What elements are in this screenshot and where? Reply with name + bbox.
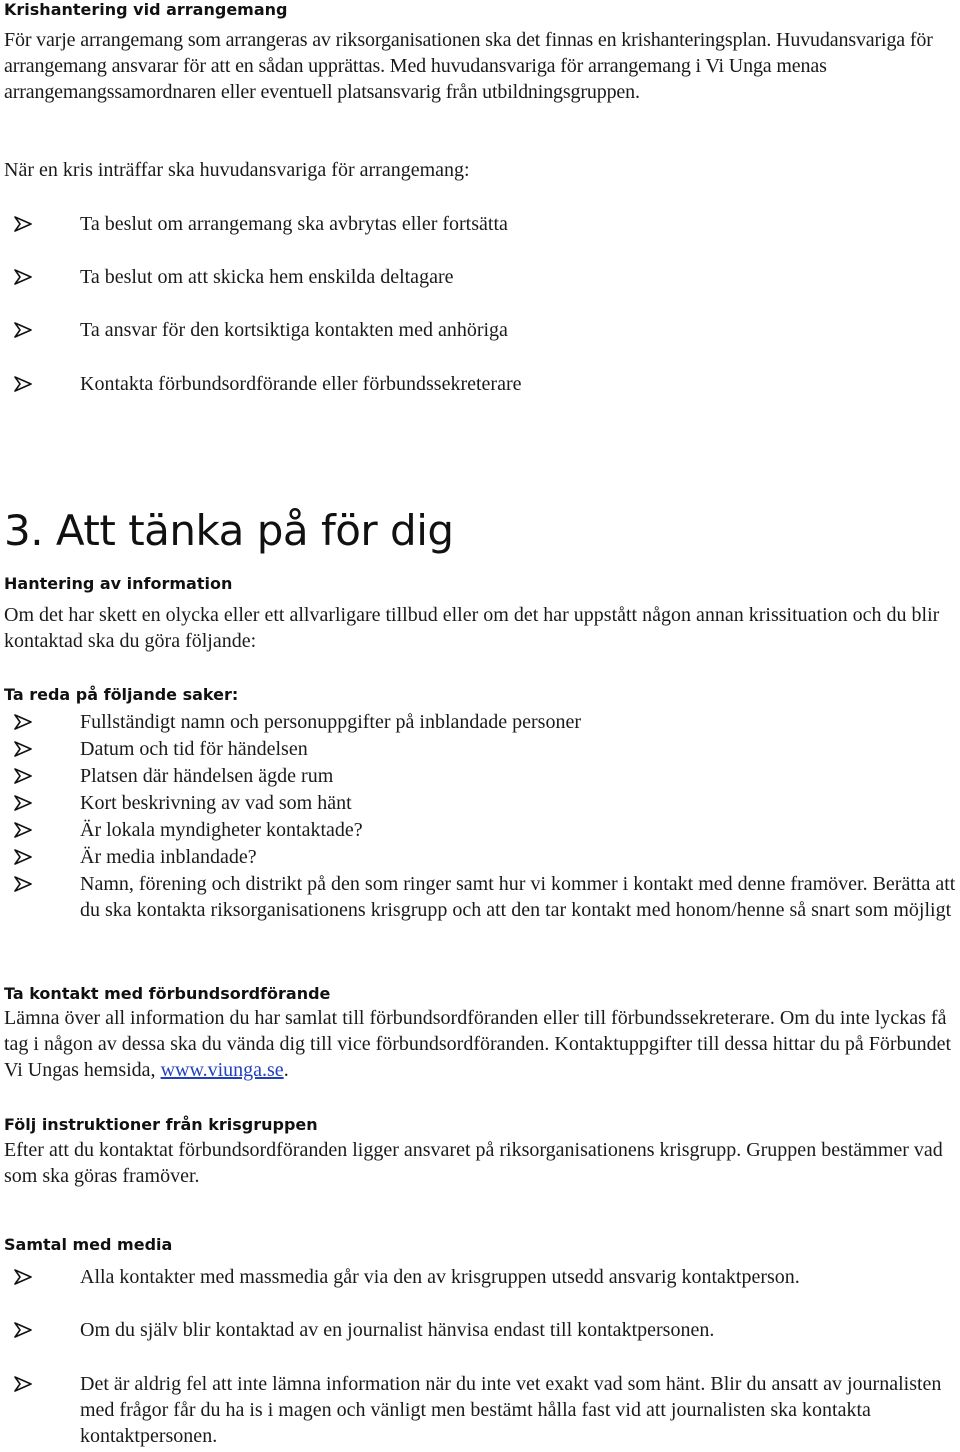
contact-paragraph-text: Lämna över all information du har samlat till förbundsordföranden eller till förbundssekreterare. Om du inte lyckas få tag i någon av dessa ska du vända dig till vice förbundsordföranden. Kontaktuppgifter till dessa hittar du på Förbundet Vi Ungas hemsida, (4, 1007, 952, 1081)
arrow-bullet-icon (14, 768, 32, 784)
list-item-text: Platsen där händelsen ägde rum (80, 765, 334, 787)
heading-contact-chair: Ta kontakt med förbundsordförande (4, 984, 331, 1003)
heading-find-out: Ta reda på följande saker: (4, 685, 239, 704)
list-item (14, 211, 954, 237)
list-item (14, 317, 954, 343)
list-item-text: Kort beskrivning av vad som hänt (80, 792, 352, 814)
list-item (14, 1317, 954, 1343)
instructions-paragraph: Efter att du kontaktat förbundsordföranden ligger ansvaret på riksorganisationens krisgrupp. Gruppen bestämmer vad som ska göras framöver. (4, 1139, 943, 1187)
list-item-text: Är media inblandade? (80, 846, 257, 868)
heading-crisis-management: Krishantering vid arrangemang (4, 0, 288, 19)
list-item-text: Ta ansvar för den kortsiktiga kontakten med anhöriga (80, 319, 508, 341)
list-item-text: Det är aldrig fel att inte lämna information när du inte vet exakt vad som hänt. Blir du ansatt av journalisten med frågor får du ha is i magen och vänligt men bestämt hålla fast vid att journalisten ska kontakta kontaktpersonen. (80, 1373, 942, 1447)
list-item (14, 1264, 954, 1290)
list-item (14, 844, 954, 870)
contact-paragraph-end: . (283, 1059, 289, 1081)
heading-follow-instructions: Följ instruktioner från krisgruppen (4, 1115, 318, 1134)
list-item-text: Fullständigt namn och personuppgifter på inblandade personer (80, 711, 581, 733)
arrow-bullet-icon (14, 714, 32, 730)
list-item (14, 1371, 954, 1449)
arrow-bullet-icon (14, 1269, 32, 1285)
arrow-bullet-icon (14, 376, 32, 392)
arrow-bullet-icon (14, 1322, 32, 1338)
list-item (14, 736, 954, 762)
heading-media-calls: Samtal med media (4, 1235, 173, 1254)
list-item (14, 371, 954, 397)
arrow-bullet-icon (14, 741, 32, 757)
list-item (14, 790, 954, 816)
list-item-text: Om du själv blir kontaktad av en journalist hänvisa endast till kontaktpersonen. (80, 1319, 715, 1341)
list-item (14, 264, 954, 290)
viunga-website-link[interactable]: www.viunga.se (160, 1059, 284, 1081)
arrow-bullet-icon (14, 1376, 32, 1392)
arrow-bullet-icon (14, 849, 32, 865)
list-item-text: Kontakta förbundsordförande eller förbundssekreterare (80, 373, 522, 395)
crisis-intro-text: När en kris inträffar ska huvudansvariga för arrangemang: (4, 159, 470, 181)
list-item-text: Är lokala myndigheter kontaktade? (80, 819, 363, 841)
list-item (14, 709, 954, 735)
information-paragraph: Om det har skett en olycka eller ett allvarligare tillbud eller om det har uppstått någon annan krissituation och du blir kontaktad ska du göra följande: (4, 604, 940, 652)
arrow-bullet-icon (14, 322, 32, 338)
list-item (14, 871, 954, 923)
list-item-text: Ta beslut om arrangemang ska avbrytas eller fortsätta (80, 213, 508, 235)
list-item-text: Alla kontakter med massmedia går via den av krisgruppen utsedd ansvarig kontaktperson. (80, 1266, 800, 1288)
heading-information-handling: Hantering av information (4, 574, 233, 593)
arrow-bullet-icon (14, 822, 32, 838)
list-item-text: Datum och tid för händelsen (80, 738, 308, 760)
crisis-plan-paragraph: För varje arrangemang som arrangeras av riksorganisationen ska det finnas en krishanteringsplan. Huvudansvariga för arrangemang ansvarar för att en sådan upprättas. Med huvudansvariga för arrangemang i Vi Unga menas arrangemangssamordnaren eller eventuell platsansvarig från utbildningsgruppen. (4, 29, 933, 103)
list-item (14, 817, 954, 843)
arrow-bullet-icon (14, 795, 32, 811)
arrow-bullet-icon (14, 216, 32, 232)
list-item (14, 763, 954, 789)
list-item-text: Ta beslut om att skicka hem enskilda deltagare (80, 266, 454, 288)
arrow-bullet-icon (14, 269, 32, 285)
list-item-text: Namn, förening och distrikt på den som ringer samt hur vi kommer i kontakt med denne framöver. Berätta att du ska kontakta riksorganisationens krisgrupp och att den tar kontakt med honom/henne så snart som möjligt (80, 873, 956, 921)
contact-paragraph (4, 1005, 954, 1083)
arrow-bullet-icon (14, 876, 32, 892)
chapter-title: 3. Att tänka på för dig (4, 506, 454, 555)
